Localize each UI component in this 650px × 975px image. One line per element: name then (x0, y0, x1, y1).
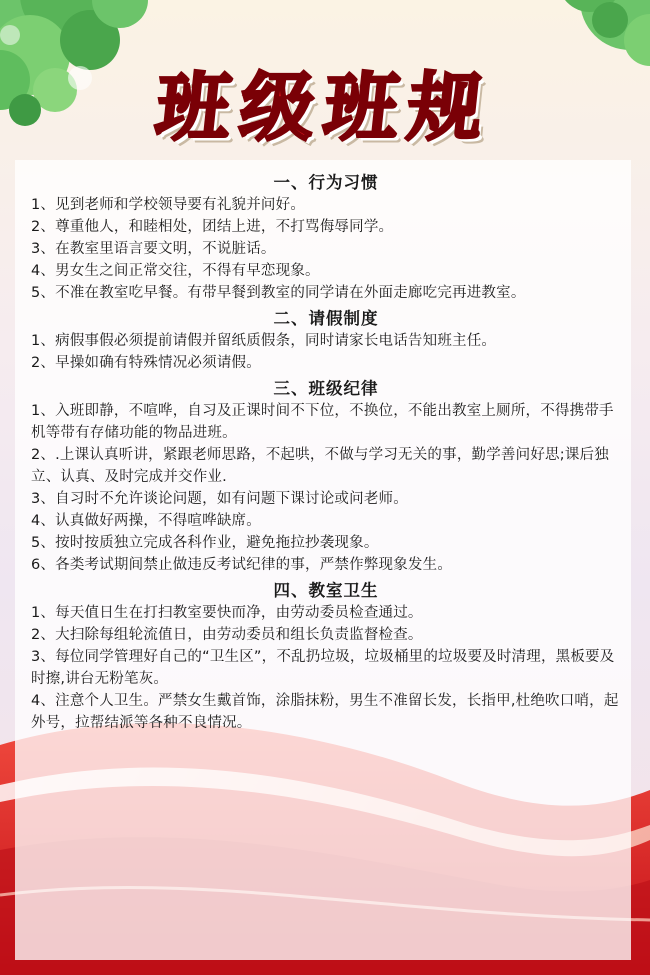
page-title: 班级班规 (151, 65, 497, 151)
section-behavior (31, 172, 621, 304)
rule-item: 2、早操如确有特殊情况必须请假。 (31, 355, 261, 371)
section-hygiene (31, 580, 621, 734)
section-heading: 一、行为习惯 (273, 173, 379, 192)
rule-item: 2、.上课认真听讲，紧跟老师思路，不起哄，不做与学习无关的事，勤学善问好思;课后独立、认真、及时完成并交作业. (31, 447, 609, 485)
rule-item: 4、注意个人卫生。严禁女生戴首饰，涂脂抹粉，男生不准留长发，长指甲,杜绝吹口哨，起外号，拉帮结派等各种不良情况。 (31, 693, 619, 731)
section-discipline (31, 378, 621, 576)
rule-item: 1、病假事假必须提前请假并留纸质假条，同时请家长电话告知班主任。 (31, 333, 497, 349)
rule-item: 3、每位同学管理好自己的“卫生区”，不乱扔垃圾，垃圾桶里的垃圾要及时清理，黑板要及时擦,讲台无粉笔灰。 (31, 649, 615, 687)
title-wrap (0, 52, 650, 152)
section-heading: 三、班级纪律 (273, 379, 379, 398)
rule-item: 4、认真做好两操，不得喧哗缺席。 (31, 513, 261, 529)
section-leave (31, 308, 621, 374)
rules-content (31, 172, 621, 734)
rule-item: 5、按时按质独立完成各科作业，避免拖拉抄袭现象。 (31, 535, 379, 551)
rule-item: 3、自习时不允许谈论问题，如有问题下课讨论或问老师。 (31, 491, 408, 507)
section-heading: 二、请假制度 (273, 309, 379, 328)
rule-item: 1、每天值日生在打扫教室要快而净，由劳动委员检查通过。 (31, 605, 423, 621)
rule-item: 6、各类考试期间禁止做违反考试纪律的事，严禁作弊现象发生。 (31, 557, 453, 573)
rule-item: 1、见到老师和学校领导要有礼貌并问好。 (31, 197, 306, 213)
rule-item: 2、大扫除每组轮流值日，由劳动委员和组长负责监督检查。 (31, 627, 423, 643)
rule-item: 2、尊重他人，和睦相处，团结上进，不打骂侮辱同学。 (31, 219, 394, 235)
section-heading: 四、教室卫生 (273, 581, 379, 600)
rule-item: 4、男女生之间正常交往，不得有早恋现象。 (31, 263, 320, 279)
rule-item: 5、不准在教室吃早餐。有带早餐到教室的同学请在外面走廊吃完再进教室。 (31, 285, 526, 301)
rule-item: 3、在教室里语言要文明，不说脏话。 (31, 241, 276, 257)
rule-item: 1、入班即静，不喧哗，自习及正课时间不下位，不换位，不能出教室上厕所，不得携带手机等带有存储功能的物品进班。 (31, 403, 614, 441)
